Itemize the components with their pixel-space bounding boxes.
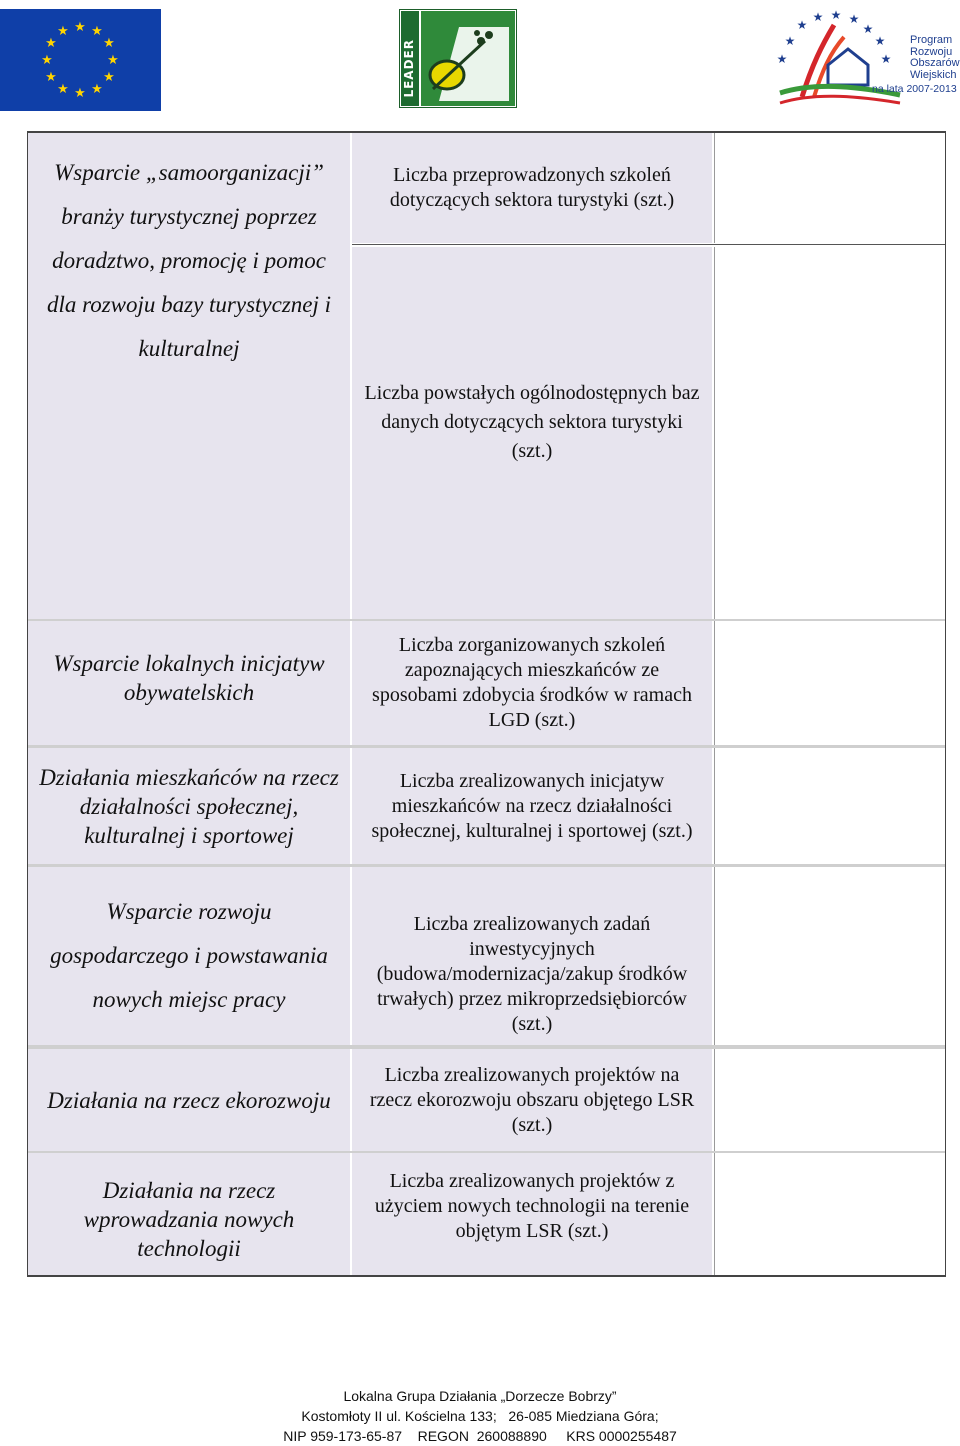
goal-text-3: Działania mieszkańców na rzecz działalności społecznej, kulturalnej i sportowej bbox=[39, 764, 339, 848]
indicator-text-1b: Liczba powstałych ogólnodostępnych baz danych dotyczących sektora turystyki (szt.) bbox=[364, 382, 700, 462]
prow-line-1: Program bbox=[910, 34, 953, 46]
indicator-cell-1b bbox=[352, 247, 712, 619]
indicator-text-6: Liczba zrealizowanych projektów z użyciem nowych technologii na terenie objętym LSR (szt.) bbox=[374, 1169, 690, 1242]
indicator-cell-1a bbox=[352, 133, 712, 243]
value-cell-2[interactable] bbox=[714, 621, 945, 745]
eu-flag-logo bbox=[0, 9, 161, 111]
prow-logo-text bbox=[910, 35, 960, 81]
footer-line-3: NIP 959-173-65-87 REGON 260088890 KRS 0000255487 bbox=[283, 1428, 677, 1444]
leader-logo bbox=[399, 9, 517, 108]
svg-text:★: ★ bbox=[830, 8, 842, 22]
goal-cell-2 bbox=[28, 621, 350, 745]
svg-text:★: ★ bbox=[45, 36, 57, 51]
prow-years: na lata 2007-2013 bbox=[872, 83, 957, 95]
eu-flag-icon bbox=[0, 9, 161, 111]
indicator-cell-6 bbox=[352, 1153, 712, 1275]
footer-line-1: Lokalna Grupa Działania „Dorzecze Bobrzy” bbox=[343, 1388, 617, 1404]
svg-text:★: ★ bbox=[784, 34, 796, 48]
svg-text:★: ★ bbox=[74, 20, 86, 35]
svg-text:★: ★ bbox=[91, 24, 103, 39]
svg-text:★: ★ bbox=[103, 36, 115, 51]
indicators-table bbox=[27, 131, 946, 1277]
svg-text:★: ★ bbox=[57, 82, 69, 97]
indicator-text-3: Liczba zrealizowanych inicjatyw mieszkańców na rzecz działalności społecznej, kulturalnej i sportowej (szt.) bbox=[371, 769, 693, 842]
indicator-cell-4 bbox=[352, 867, 712, 1045]
value-cell-5[interactable] bbox=[714, 1049, 945, 1151]
svg-text:★: ★ bbox=[880, 52, 892, 66]
prow-logo-icon bbox=[772, 5, 908, 111]
svg-text:★: ★ bbox=[107, 53, 119, 68]
indicator-text-1a: Liczba przeprowadzonych szkoleń dotyczących sektora turystyki (szt.) bbox=[389, 164, 675, 211]
svg-text:★: ★ bbox=[57, 24, 69, 39]
svg-text:★: ★ bbox=[796, 18, 808, 32]
prow-line-2: Rozwoju bbox=[910, 45, 953, 58]
prow-logo bbox=[772, 5, 960, 111]
svg-text:★: ★ bbox=[91, 82, 103, 97]
svg-text:★: ★ bbox=[776, 52, 788, 66]
goal-text-2: Wsparcie lokalnych inicjatyw obywatelskich bbox=[53, 651, 325, 705]
svg-text:★: ★ bbox=[812, 10, 824, 24]
value-cell-6[interactable] bbox=[714, 1153, 945, 1275]
svg-text:★: ★ bbox=[848, 12, 860, 26]
footer bbox=[0, 1386, 960, 1446]
indicator-cell-5 bbox=[352, 1049, 712, 1151]
value-cell-1b[interactable] bbox=[714, 247, 945, 619]
svg-text:★: ★ bbox=[74, 86, 86, 101]
svg-text:★: ★ bbox=[874, 34, 886, 48]
goal-cell-5 bbox=[28, 1049, 350, 1151]
footer-line-2: Kostomłoty II ul. Kościelna 133; 26-085 Miedziana Góra; bbox=[301, 1408, 659, 1424]
goal-cell-3 bbox=[28, 748, 350, 864]
svg-text:★: ★ bbox=[45, 70, 57, 85]
prow-line-3: Obszarów bbox=[910, 57, 960, 69]
indicator-text-2: Liczba zorganizowanych szkoleń zapoznających mieszkańców ze sposobami zdobycia środków w ramach LGD (szt.) bbox=[372, 634, 692, 731]
goal-cell-4 bbox=[28, 867, 350, 1045]
value-cell-1a[interactable] bbox=[714, 133, 945, 243]
goal-cell-1 bbox=[28, 133, 350, 619]
goal-text-5: Działania na rzecz ekorozwoju bbox=[47, 1087, 331, 1113]
goal-text-6: Działania na rzecz wprowadzania nowych technologii bbox=[83, 1177, 295, 1261]
value-cell-4[interactable] bbox=[714, 867, 945, 1045]
indicator-text-4: Liczba zrealizowanych zadań inwestycyjnych (budowa/modernizacja/zakup środków trwałych) przez mikroprzedsiębiorców (szt.) bbox=[376, 912, 688, 1035]
goal-text-4: Wsparcie rozwoju gospodarczego i powstawania nowych miejsc pracy bbox=[50, 899, 328, 1012]
indicator-text-5: Liczba zrealizowanych projektów na rzecz ekorozwoju obszaru objętego LSR (szt.) bbox=[369, 1063, 695, 1136]
goal-cell-6 bbox=[28, 1153, 350, 1275]
prow-line-4: Wiejskich bbox=[910, 68, 957, 81]
indicator-cell-3 bbox=[352, 748, 712, 864]
svg-text:★: ★ bbox=[103, 70, 115, 85]
leader-logo-text: LEADER bbox=[402, 39, 416, 98]
indicator-cell-2 bbox=[352, 621, 712, 745]
goal-text-1: Wsparcie „samoorganizacji” branży turystycznej poprzez doradztwo, promocję i pomoc dla rozwoju bazy turystycznej i kulturalnej bbox=[46, 160, 332, 361]
svg-text:★: ★ bbox=[862, 22, 874, 36]
svg-text:★: ★ bbox=[41, 53, 53, 68]
value-cell-3[interactable] bbox=[714, 748, 945, 864]
leader-logo-icon bbox=[399, 9, 517, 108]
